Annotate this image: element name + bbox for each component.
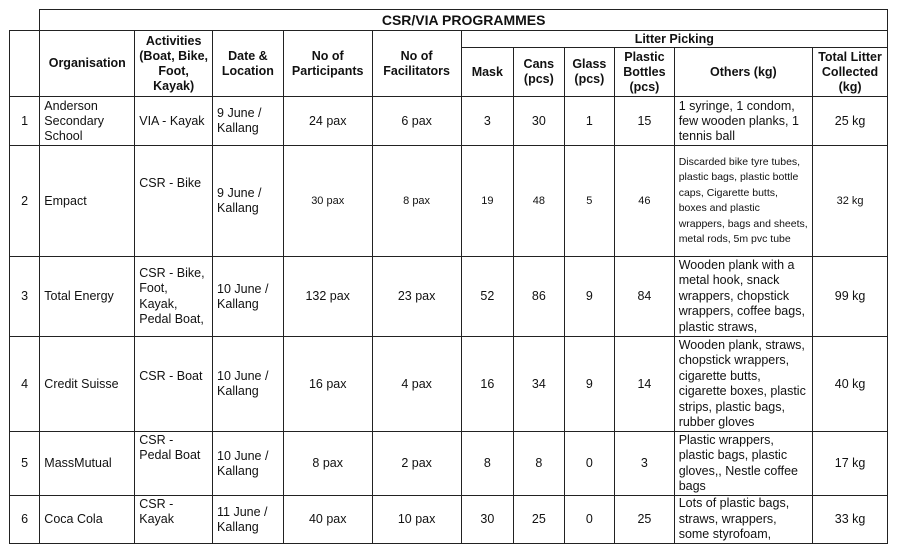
- cans-cell: 48: [514, 146, 565, 257]
- header-mask: Mask: [461, 48, 514, 97]
- header-glass: Glass (pcs): [564, 48, 615, 97]
- facilitators-cell: 6 pax: [372, 97, 461, 146]
- organisation-cell: Total Energy: [40, 257, 135, 337]
- mask-cell: 16: [461, 337, 514, 432]
- row-number: 4: [10, 337, 40, 432]
- row-number: 5: [10, 432, 40, 496]
- table-title: CSR/VIA PROGRAMMES: [40, 10, 888, 31]
- date-cell: 10 June / Kallang: [213, 257, 284, 337]
- header-cans: Cans (pcs): [514, 48, 565, 97]
- bottles-cell: 3: [615, 432, 675, 496]
- header-participants: No of Participants: [283, 31, 372, 97]
- date-cell: 10 June / Kallang: [213, 432, 284, 496]
- header-litter-picking: Litter Picking: [461, 31, 887, 48]
- glass-cell: 9: [564, 257, 615, 337]
- total-cell: 33 kg: [813, 496, 888, 544]
- mask-cell: 3: [461, 97, 514, 146]
- glass-cell: 0: [564, 496, 615, 544]
- table-row: [10, 432, 888, 496]
- organisation-cell: MassMutual: [40, 432, 135, 496]
- facilitators-cell: 10 pax: [372, 496, 461, 544]
- cans-cell: 86: [514, 257, 565, 337]
- cans-cell: 25: [514, 496, 565, 544]
- others-cell: Wooden plank, straws, chopstick wrappers, cigarette butts, cigarette boxes, plastic strips, plastic bags, rubber gloves: [674, 337, 812, 432]
- row-number: 3: [10, 257, 40, 337]
- others-cell: Discarded bike tyre tubes, plastic bags, plastic bottle caps, Cigarette butts, boxes and plastic wrappers, bags and sheets, metal rods, 5m pvc tube: [674, 146, 812, 257]
- total-cell: 25 kg: [813, 97, 888, 146]
- row-number: 2: [10, 146, 40, 257]
- header-plastic-bottles: Plastic Bottles (pcs): [615, 48, 675, 97]
- participants-cell: 8 pax: [283, 432, 372, 496]
- participants-cell: 30 pax: [283, 146, 372, 257]
- organisation-cell: Anderson Secondary School: [40, 97, 135, 146]
- table-row: [10, 97, 888, 146]
- others-cell: Lots of plastic bags, straws, wrappers, some styrofoam,: [674, 496, 812, 544]
- activity-cell: CSR - Kayak: [135, 496, 213, 544]
- row-number: 1: [10, 97, 40, 146]
- date-cell: 10 June / Kallang: [213, 337, 284, 432]
- header-activities: Activities (Boat, Bike, Foot, Kayak): [135, 31, 213, 97]
- organisation-cell: Empact: [40, 146, 135, 257]
- organisation-cell: Credit Suisse: [40, 337, 135, 432]
- date-cell: 11 June / Kallang: [213, 496, 284, 544]
- organisation-cell: Coca Cola: [40, 496, 135, 544]
- row-number: 6: [10, 496, 40, 544]
- glass-cell: 9: [564, 337, 615, 432]
- bottles-cell: 46: [615, 146, 675, 257]
- activity-cell: CSR - Bike, Foot, Kayak, Pedal Boat,: [135, 257, 213, 337]
- activity-cell: VIA - Kayak: [135, 97, 213, 146]
- mask-cell: 52: [461, 257, 514, 337]
- facilitators-cell: 23 pax: [372, 257, 461, 337]
- total-cell: 17 kg: [813, 432, 888, 496]
- bottles-cell: 25: [615, 496, 675, 544]
- glass-cell: 0: [564, 432, 615, 496]
- total-cell: 32 kg: [813, 146, 888, 257]
- bottles-cell: 84: [615, 257, 675, 337]
- others-cell: Plastic wrappers, plastic bags, plastic gloves,, Nestle coffee bags: [674, 432, 812, 496]
- bottles-cell: 15: [615, 97, 675, 146]
- mask-cell: 30: [461, 496, 514, 544]
- participants-cell: 16 pax: [283, 337, 372, 432]
- others-cell: Wooden plank with a metal hook, snack wrappers, chopstick wrappers, coffee bags, plastic straws,: [674, 257, 812, 337]
- header-facilitators: No of Facilitators: [372, 31, 461, 97]
- participants-cell: 40 pax: [283, 496, 372, 544]
- facilitators-cell: 2 pax: [372, 432, 461, 496]
- glass-cell: 1: [564, 97, 615, 146]
- table-row: [10, 337, 888, 432]
- mask-cell: 19: [461, 146, 514, 257]
- table-row: [10, 496, 888, 544]
- cans-cell: 34: [514, 337, 565, 432]
- cans-cell: 8: [514, 432, 565, 496]
- date-cell: 9 June / Kallang: [213, 97, 284, 146]
- header-date-location: Date & Location: [213, 31, 284, 97]
- csr-via-table: [9, 9, 888, 544]
- glass-cell: 5: [564, 146, 615, 257]
- others-cell: 1 syringe, 1 condom, few wooden planks, 1 tennis ball: [674, 97, 812, 146]
- activity-cell: CSR - Bike: [135, 146, 213, 257]
- bottles-cell: 14: [615, 337, 675, 432]
- mask-cell: 8: [461, 432, 514, 496]
- header-total: Total Litter Collected (kg): [813, 48, 888, 97]
- header-others: Others (kg): [674, 48, 812, 97]
- facilitators-cell: 4 pax: [372, 337, 461, 432]
- cans-cell: 30: [514, 97, 565, 146]
- participants-cell: 132 pax: [283, 257, 372, 337]
- title-spacer: [10, 10, 40, 31]
- date-cell: 9 June / Kallang: [213, 146, 284, 257]
- table-row: [10, 257, 888, 337]
- header-organisation: Organisation: [40, 31, 135, 97]
- activity-cell: CSR - Boat: [135, 337, 213, 432]
- total-cell: 99 kg: [813, 257, 888, 337]
- facilitators-cell: 8 pax: [372, 146, 461, 257]
- header-no: [10, 31, 40, 97]
- total-cell: 40 kg: [813, 337, 888, 432]
- activity-cell: CSR - Pedal Boat: [135, 432, 213, 496]
- participants-cell: 24 pax: [283, 97, 372, 146]
- table-row: [10, 146, 888, 257]
